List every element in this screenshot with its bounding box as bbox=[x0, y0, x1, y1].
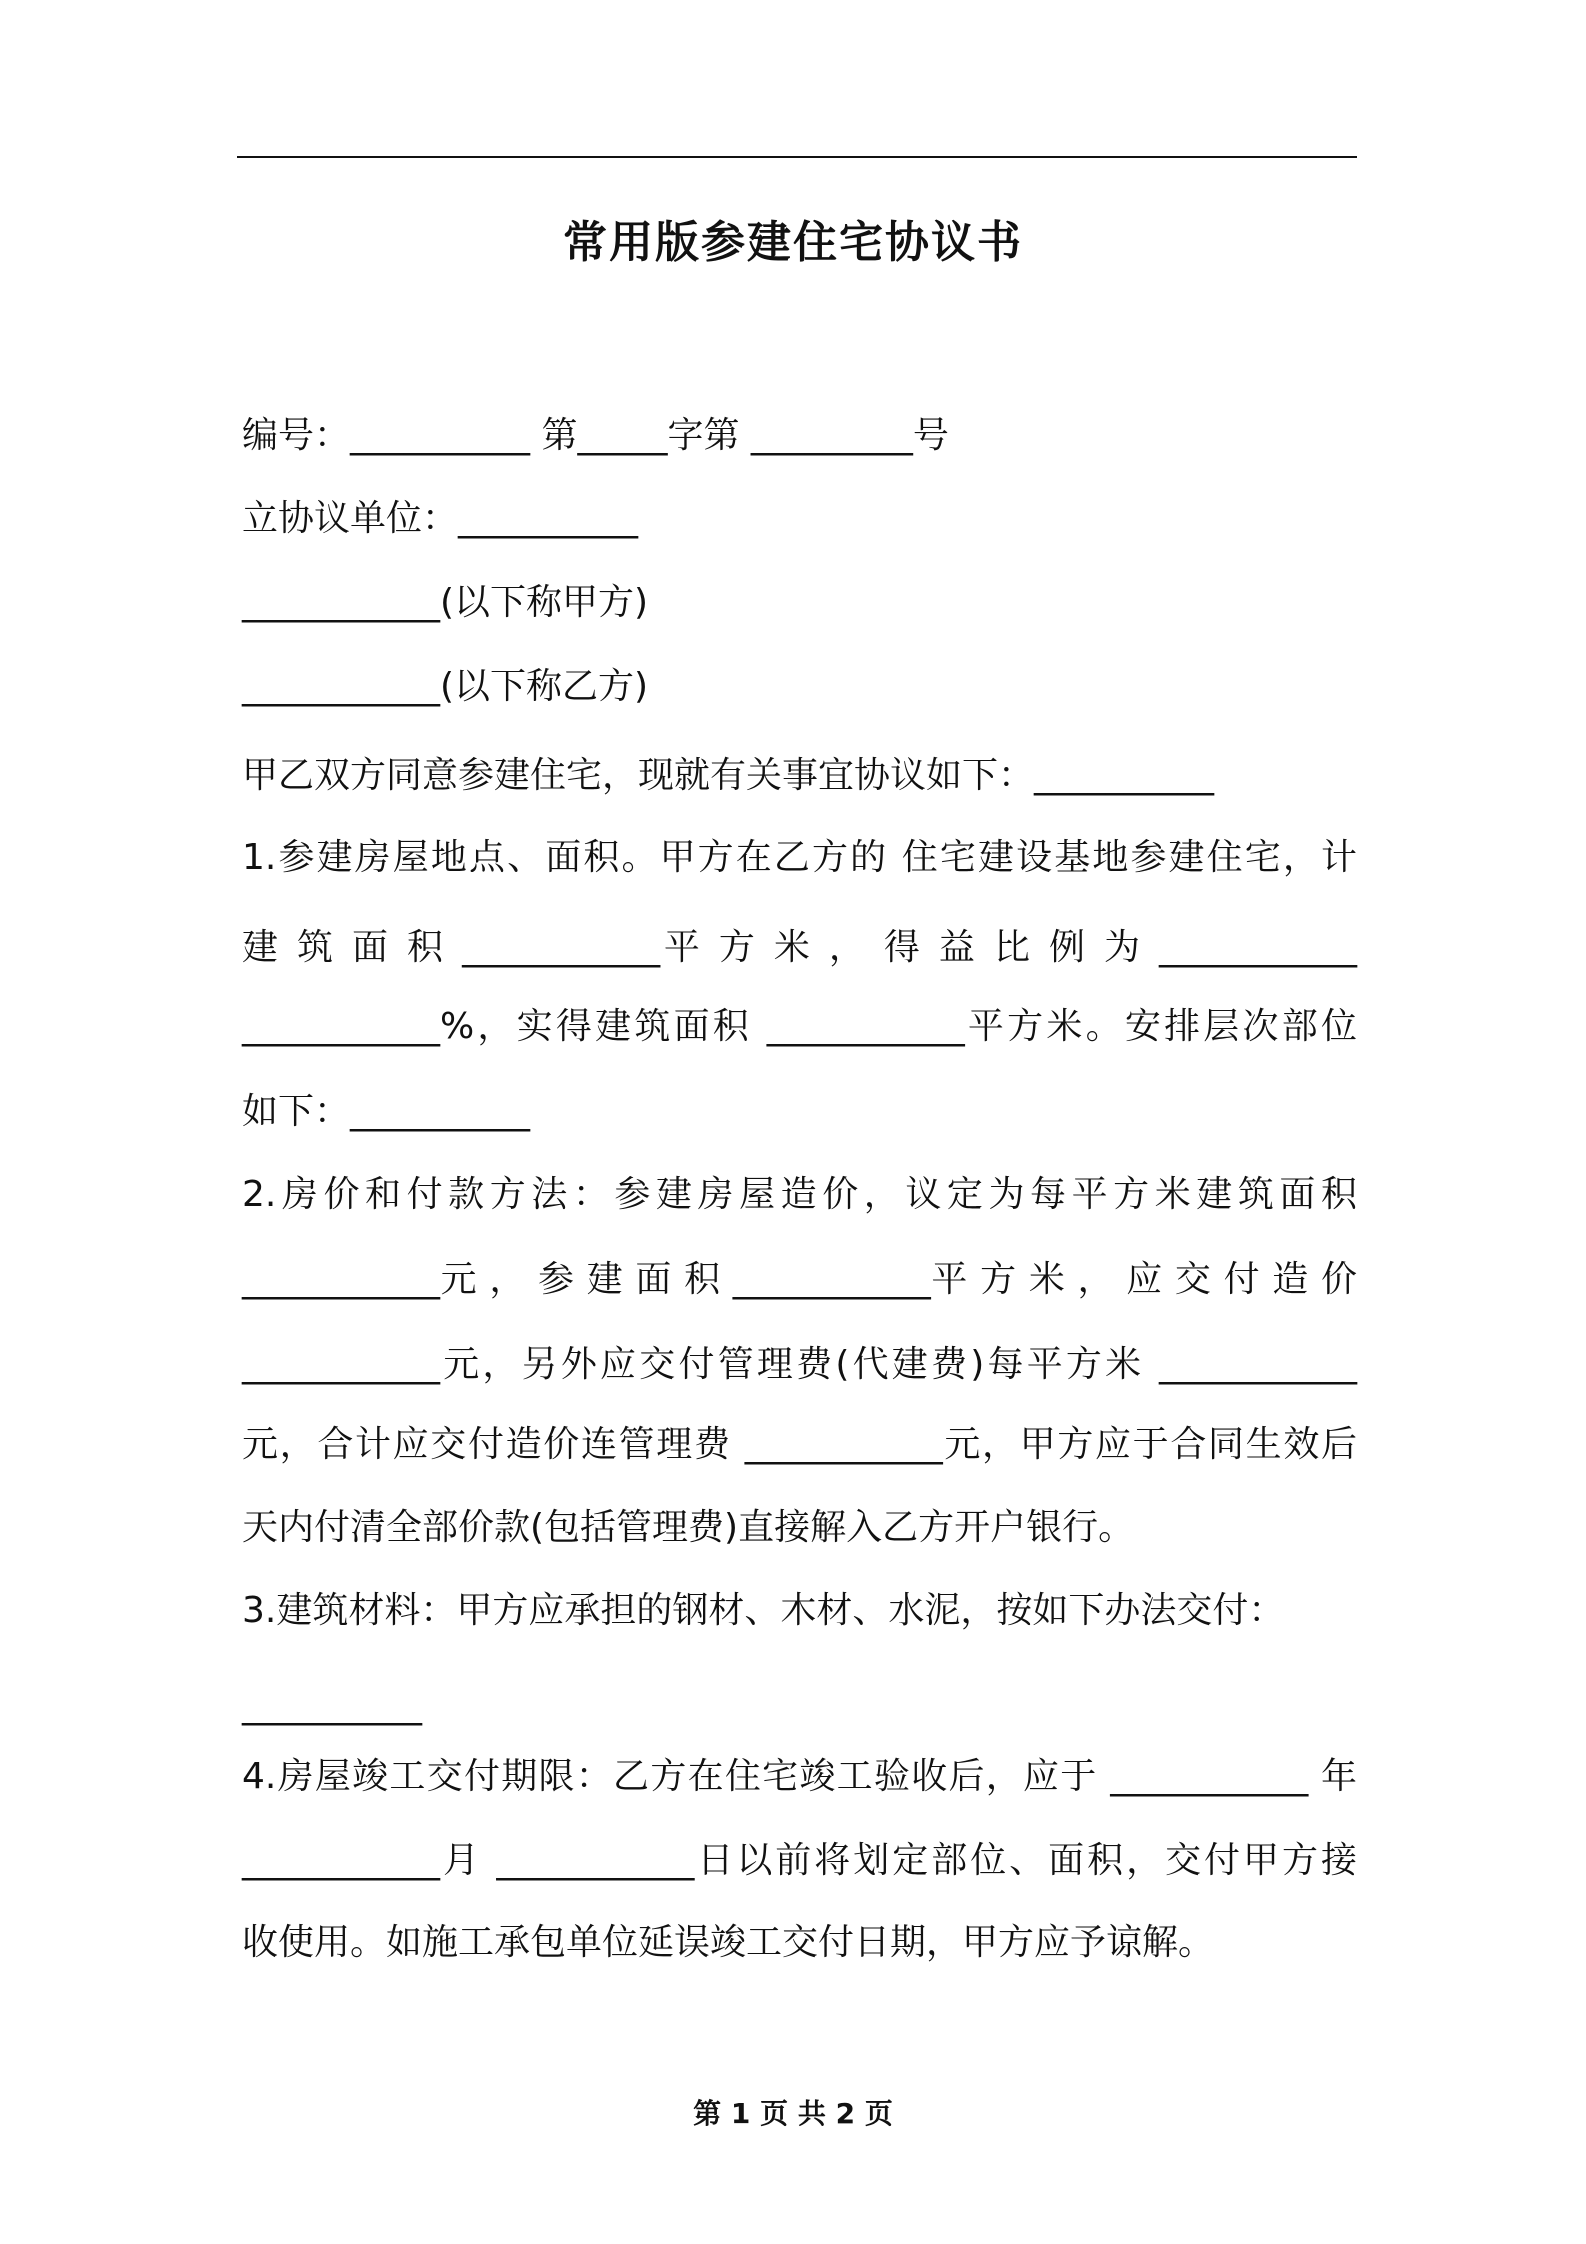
clause-2-line-1: 2.房价和付款方法：参建房屋造价，议定为每平方米建筑面积 bbox=[242, 1174, 1357, 1215]
header-rule bbox=[237, 156, 1357, 158]
serial-number-line: 编号：__________ 第_____字第 _________号 bbox=[242, 415, 949, 456]
clause-3-line-2: __________ bbox=[242, 1685, 422, 1726]
page-number: 第 1 页 共 2 页 bbox=[693, 2097, 893, 2130]
clause-1-line-4: 如下：__________ bbox=[242, 1091, 531, 1132]
clause-2-line-4: 元，合计应交付造价连管理费 ___________元，甲方应于合同生效后 bbox=[242, 1424, 1357, 1465]
clause-3-line-1: 3.建筑材料：甲方应承担的钢材、木材、水泥，按如下办法交付： bbox=[242, 1590, 1285, 1631]
party-b-line: ___________(以下称乙方) bbox=[242, 666, 649, 707]
clause-2-line-5: 天内付清全部价款(包括管理费)直接解入乙方开户银行。 bbox=[242, 1507, 1135, 1548]
party-a-line: ___________(以下称甲方) bbox=[242, 582, 649, 623]
clause-1-line-3: ___________%，实得建筑面积 ___________平方米。安排层次部位 bbox=[242, 1006, 1357, 1047]
clause-2-line-3: ___________元，另外应交付管理费(代建费)每平方米 ___________ bbox=[242, 1344, 1357, 1385]
clause-1-line-1: 1.参建房屋地点、面积。甲方在乙方的 住宅建设基地参建住宅，计 bbox=[242, 837, 1357, 878]
agreement-intro-line: 甲乙双方同意参建住宅，现就有关事宜协议如下：__________ bbox=[242, 755, 1215, 796]
clause-2-line-2: ___________元 ， 参 建 面 积 ___________平 方 米 ， 应 交 付 造 价 bbox=[242, 1259, 1357, 1300]
clause-4-line-2: ___________月 ___________日以前将划定部位、面积，交付甲方接 bbox=[242, 1840, 1357, 1881]
clause-4-line-1: 4.房屋竣工交付期限：乙方在住宅竣工验收后，应于 ___________ 年 bbox=[242, 1756, 1357, 1797]
document-title: 常用版参建住宅协议书 bbox=[563, 217, 1023, 268]
signing-party-line: 立协议单位：__________ bbox=[242, 498, 639, 539]
clause-1-line-2: 建 筑 面 积 ___________平 方 米 ， 得 益 比 例 为 ___________ bbox=[242, 927, 1357, 968]
clause-4-line-3: 收使用。如施工承包单位延误竣工交付日期，甲方应予谅解。 bbox=[242, 1922, 1215, 1963]
